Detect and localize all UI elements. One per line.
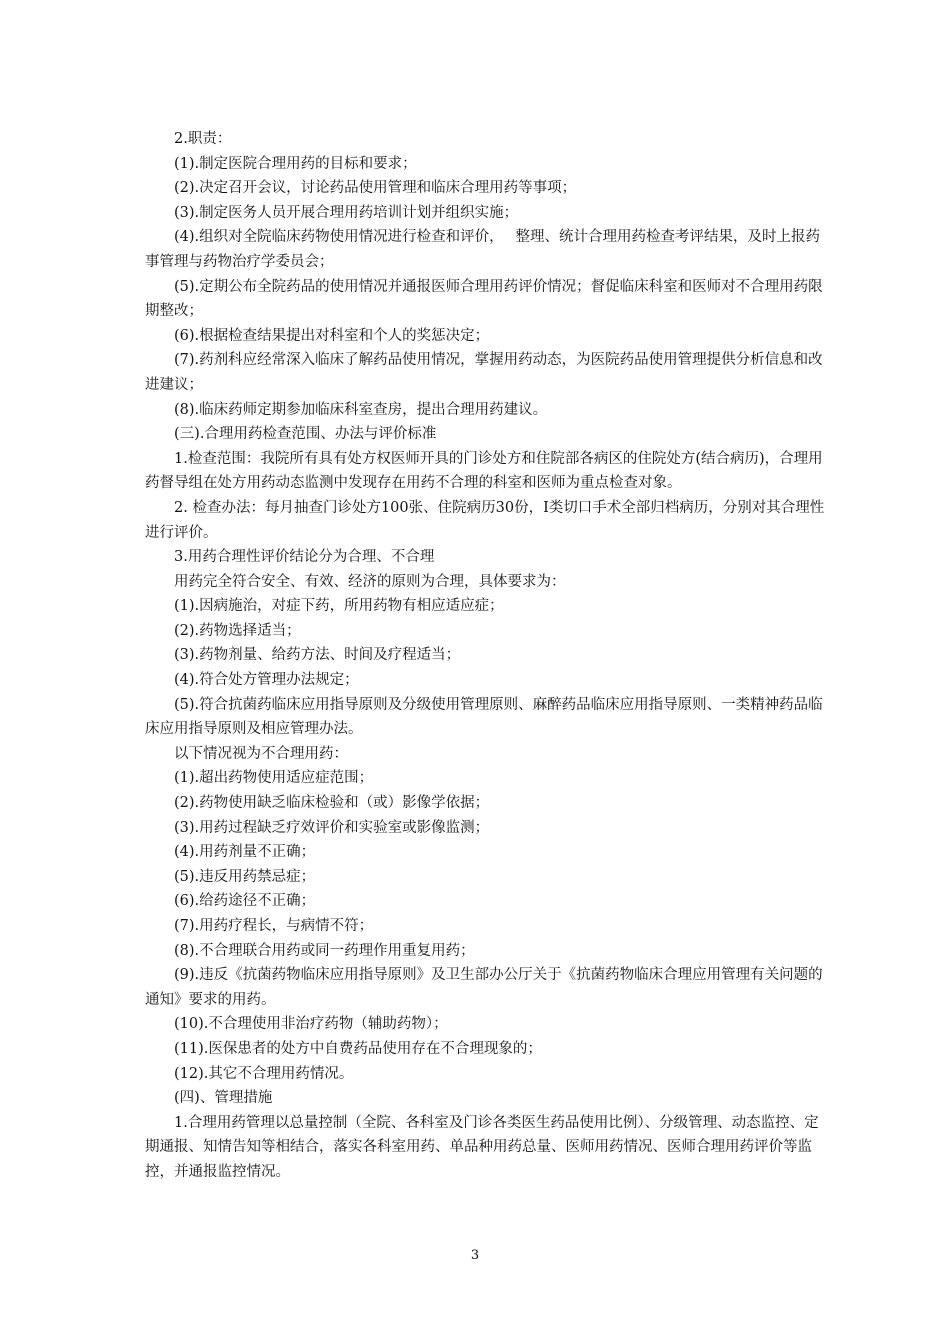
- paragraph: (5).违反用药禁忌症；: [174, 868, 316, 885]
- paragraph: (3).制定医务人员开展合理用药培训计划并组织实施；: [174, 204, 519, 221]
- paragraph: (4).组织对全院临床药物使用情况进行检查和评价， 整理、统计合理用药检查考评结果，及时上报药事管理与药物治疗学委员会；: [145, 229, 821, 270]
- paragraph: (8).不合理联合用药或同一药理作用重复用药；: [174, 942, 475, 959]
- paragraph: (12).其它不合理用药情况。: [174, 1065, 354, 1082]
- paragraph: (1).制定医院合理用药的目标和要求；: [174, 155, 417, 172]
- paragraph: (5).符合抗菌药临床应用指导原则及分级使用管理原则、麻醉药品临床应用指导原则、一类精神药品临床应用指导原则及相应管理办法。: [145, 696, 823, 738]
- paragraph: 以下情况视为不合理用药：: [174, 745, 348, 762]
- paragraph: 1.检查范围：我院所有具有处方权医师开具的门诊处方和住院部各病区的住院处方(结合病历)，合理用药督导组在处方用药动态监测中发现存在用药不合理的科室和医师为重点检查对象。: [145, 450, 823, 492]
- paragraph: (2).决定召开会议，讨论药品使用管理和临床合理用药等事项；: [174, 180, 577, 197]
- paragraph: (2).药物选择适当；: [174, 622, 301, 639]
- paragraph: (7).用药疗程长，与病情不符；: [174, 918, 374, 934]
- paragraph: (四)、管理措施: [174, 1090, 273, 1107]
- paragraph: (4).用药剂量不正确；: [174, 844, 316, 861]
- paragraph: (10).不合理使用非治疗药物（辅助药物）；: [174, 1016, 448, 1033]
- paragraph: (6).给药途径不正确；: [174, 893, 316, 910]
- paragraph: (11).医保患者的处方中自费药品使用存在不合理现象的；: [174, 1040, 542, 1057]
- paragraph: (4).符合处方管理办法规定；: [174, 672, 359, 689]
- paragraph: 用药完全符合安全、有效、经济的原则为合理，具体要求为：: [174, 573, 566, 590]
- paragraph: (5).定期公布全院药品的使用情况并通报医师合理用药评价情况；督促临床科室和医师对不合理用药限期整改；: [145, 278, 823, 320]
- paragraph: (1).超出药物使用适应症范围；: [174, 770, 374, 787]
- paragraph: 2.职责：: [174, 131, 232, 147]
- paragraph: 3.用药合理性评价结论分为合理、不合理: [174, 549, 435, 566]
- paragraph: (8).临床药师定期参加临床科室查房，提出合理用药建议。: [174, 401, 548, 418]
- paragraph: 2. 检查办法：每月抽查门诊处方100张、住院病历30份，I类切口手术全部归档病历，分别对其合理性进行评价。: [145, 499, 825, 541]
- paragraph: (1).因病施治，对症下药，所用药物有相应适应症；: [174, 598, 504, 615]
- paragraph: (3).用药过程缺乏疗效评价和实验室或影像监测；: [174, 819, 490, 836]
- paragraph: (三).合理用药检查范围、办法与评价标准: [174, 426, 437, 443]
- paragraph: (6).根据检查结果提出对科室和个人的奖惩决定；: [174, 327, 490, 344]
- paragraph: (7).药剂科应经常深入临床了解药品使用情况，掌握用药动态，为医院药品使用管理提供分析信息和改进建议；: [145, 352, 823, 393]
- document-body: [145, 127, 825, 1185]
- paragraph: (3).药物剂量、给药方法、时间及疗程适当；: [174, 647, 461, 664]
- paragraph: (9).违反《抗菌药物临床应用指导原则》及卫生部办公厅关于《抗菌药物临床合理应用管理有关问题的通知》要求的用药。: [145, 967, 823, 1008]
- paragraph: 1.合理用药管理以总量控制（全院、各科室及门诊各类医生药品使用比例）、分级管理、动态监控、定期通报、知情告知等相结合，落实各科室用药、单品种用药总量、医师用药情况、医师合理用药评价等监控，并通报监控情况。: [145, 1114, 819, 1180]
- paragraph: (2).药物使用缺乏临床检验和（或）影像学依据；: [174, 795, 490, 812]
- page-number: 3: [470, 1248, 480, 1263]
